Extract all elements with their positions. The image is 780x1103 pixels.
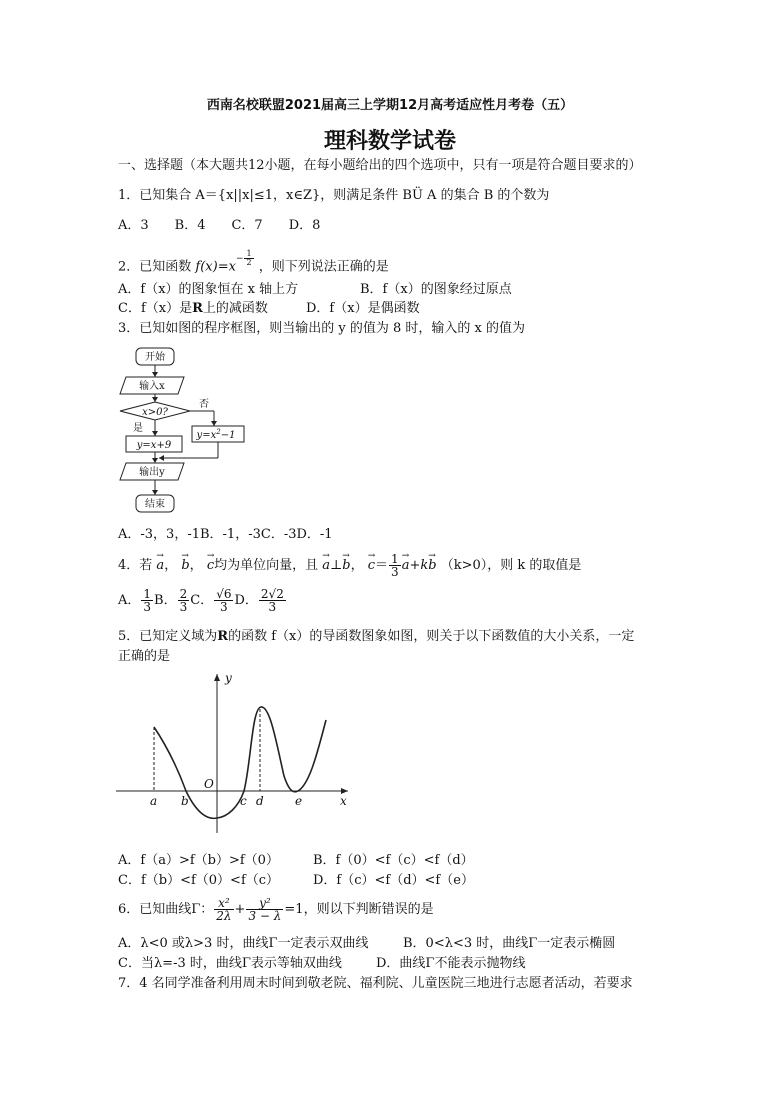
question-6-option-c: C．当λ=-3 时，曲线Γ表示等轴双曲线 bbox=[118, 956, 342, 971]
point-c-label: c bbox=[240, 794, 247, 808]
question-3-options: A．-3，3，-1B．-1，-3C．-3D．-1 bbox=[118, 527, 333, 542]
section-heading: 一、选择题（本大题共12小题，在每小题给出的四个选项中，只有一项是符合题目要求的） bbox=[118, 158, 642, 173]
point-e-label: e bbox=[295, 794, 303, 808]
question-6-option-b: B．0<λ<3 时，曲线Γ一定表示椭圆 bbox=[403, 936, 616, 951]
question-4-text: 4．若 → a， → b， → c均为单位向量，且 → a⊥→ b， → c＝ $\frac{1}{3}$ → a+k→ b （k>0），则 k 的取值是 bbox=[118, 553, 581, 578]
exam-title: 理科数学试卷 bbox=[323, 129, 456, 154]
question-5-option-b: B．f（0）<f（c）<f（d） bbox=[313, 853, 474, 868]
question-6-option-d: D．曲线Γ不能表示抛物线 bbox=[376, 956, 526, 971]
q2-post: ，则下列说法正确的是 bbox=[258, 259, 389, 275]
q6-fraction-2: $\frac{\text{y²}}{3 - \lambda}$ bbox=[248, 896, 282, 923]
question-5-option-c: C．f（b）<f（0）<f（c） bbox=[118, 873, 280, 888]
question-5-option-d: D．f（c）<f（d）<f（e） bbox=[313, 873, 474, 888]
vector-c: → c bbox=[207, 556, 214, 576]
question-6-option-a: A．λ<0 或λ>3 时，曲线Γ一定表示双曲线 bbox=[118, 936, 369, 951]
point-d-label: d bbox=[256, 794, 264, 808]
question-3-text: 3．已知如图的程序框图，则当输出的 y 的值为 8 时，输入的 x 的值为 bbox=[118, 321, 526, 336]
question-1-options: A．3 B．4 C．7 D．8 bbox=[118, 218, 321, 233]
question-2-option-d: D．f（x）是偶函数 bbox=[306, 301, 420, 316]
flow-yes-expr: y=x+9 bbox=[136, 440, 172, 451]
point-a-label: a bbox=[150, 794, 158, 808]
question-2-option-c: C．f（x）是R上的减函数 bbox=[118, 301, 268, 316]
exam-subtitle: 西南名校联盟2021届高三上学期12月高考适应性月考卷（五） bbox=[206, 98, 574, 113]
question-7-text: 7．4 名同学准备利用周末时间到敬老院、福利院、儿童医院三地进行志愿者活动，若要求 bbox=[118, 976, 633, 991]
question-4-options: A． $\frac{1}{3}$ B． $\frac{2}{3}$ C． $\frac{√6}{3}$ D． $\frac{2√2}{3}$ bbox=[118, 587, 284, 614]
y-axis-label: y bbox=[225, 671, 232, 685]
flow-end-label: 结束 bbox=[145, 499, 165, 510]
q6-fraction-1: $\frac{\text{x²}}{2\lambda}$ bbox=[216, 896, 232, 923]
q2-exponent: − 1 2 bbox=[235, 249, 252, 267]
derivative-graph bbox=[112, 668, 362, 838]
question-5-option-a: A．f（a）>f（b）>f（0） bbox=[118, 853, 279, 868]
question-6-text: 6．已知曲线Γ： $\frac{\text{x²}}{2\lambda}$ + $\frac{\text{y²}}{3 - \lambda}$ =1，则以下判断错误的是 bbox=[118, 896, 434, 923]
point-b-label: b bbox=[181, 794, 189, 808]
flow-no-expr: $y=x^2-1$ bbox=[196, 428, 236, 441]
flow-condition-label: x>0? bbox=[142, 407, 168, 418]
question-2-option-b: B．f（x）的图象经过原点 bbox=[360, 282, 512, 297]
question-2-text bbox=[118, 249, 389, 275]
flow-yes-label: 是 bbox=[133, 423, 143, 434]
q2-pre: 2．已知函数 bbox=[118, 259, 192, 275]
question-5-line2: 正确的是 bbox=[118, 649, 171, 664]
question-5-line1: 5．已知定义域为R的函数 f（x）的导函数图象如图，则关于以下函数值的大小关系，一定 bbox=[118, 629, 635, 644]
question-2-option-a: A．f（x）的图象恒在 x 轴上方 bbox=[118, 282, 299, 297]
program-flowchart bbox=[112, 343, 262, 518]
flow-no-label: 否 bbox=[199, 399, 209, 410]
q2-function: f(x)=x bbox=[195, 259, 236, 275]
x-axis-label: x bbox=[340, 794, 347, 808]
flow-input-label: 输入x bbox=[139, 381, 165, 392]
question-1-text: 1．已知集合 A＝{x||x|≤1，x∈Z}，则满足条件 BÜ A 的集合 B 的个数为 bbox=[118, 188, 550, 203]
vector-b: → b bbox=[181, 556, 189, 576]
vector-a: → a bbox=[156, 556, 164, 576]
flow-output-label: 输出y bbox=[139, 467, 165, 478]
flow-start-label: 开始 bbox=[145, 352, 165, 363]
origin-label: O bbox=[204, 777, 214, 791]
q4-fraction: $\frac{1}{3}$ bbox=[391, 552, 399, 579]
